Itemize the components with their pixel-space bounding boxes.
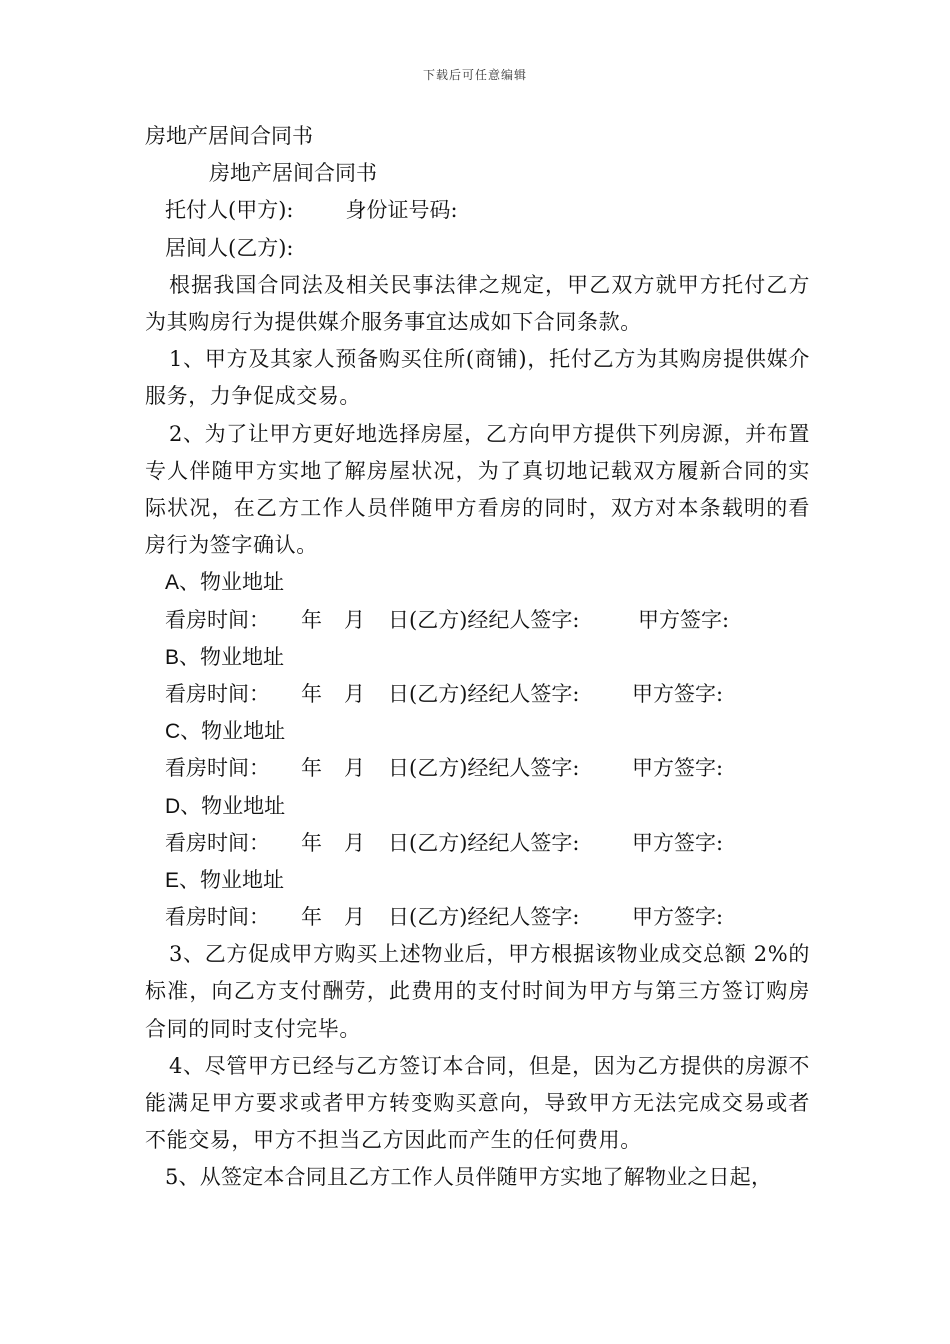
party-a-signature-label: 甲方签字:: [632, 681, 724, 706]
month-label: 月: [344, 681, 365, 706]
agent-signature-label: 日(乙方)经纪人签字:: [388, 756, 580, 781]
id-number-label: 身份证号码:: [345, 198, 458, 223]
party-a-line: [145, 192, 810, 229]
viewing-row-e: [145, 899, 810, 936]
year-label: 年: [301, 830, 322, 855]
preamble-paragraph: 根据我国合同法及相关民事法律之规定，甲乙双方就甲方托付乙方为其购房行为提供媒介服务事宜达成如下合同条款。: [145, 272, 810, 334]
clause-1: 1、甲方及其家人预备购买住所(商铺)，托付乙方为其购房提供媒介服务，力争促成交易。: [145, 347, 810, 409]
contract-document: [145, 118, 810, 1197]
year-label: 年: [301, 756, 322, 781]
viewing-time-label: 看房时间：: [165, 830, 270, 855]
month-label: 月: [344, 607, 365, 632]
viewing-row-d: [145, 825, 810, 862]
viewing-time-label: 看房时间：: [165, 607, 270, 632]
clause-5: 5、从签定本合同且乙方工作人员伴随甲方实地了解物业之日起，: [165, 1165, 773, 1190]
agent-signature-label: 日(乙方)经纪人签字:: [388, 905, 580, 930]
party-a-signature-label: 甲方签字:: [632, 905, 724, 930]
header-note: 下载后可任意编辑: [422, 68, 527, 82]
viewing-address-c: C、物业地址: [165, 720, 286, 744]
year-label: 年: [301, 681, 322, 706]
month-label: 月: [344, 830, 365, 855]
viewing-address-e: E、物业地址: [165, 868, 285, 892]
month-label: 月: [344, 756, 365, 781]
viewing-address-a: A、物业地址: [165, 571, 285, 595]
clause-3: 3、乙方促成甲方购买上述物业后，甲方根据该物业成交总额 2%的标准，向乙方支付酬劳，此费用的支付时间为甲方与第三方签订购房合同的同时支付完毕。: [145, 942, 810, 1041]
month-label: 月: [344, 905, 365, 930]
viewing-row-b: [145, 676, 810, 713]
viewing-address-b: B、物业地址: [165, 645, 285, 669]
year-label: 年: [301, 905, 322, 930]
agent-signature-label: 日(乙方)经纪人签字:: [388, 830, 580, 855]
document-title: 房地产居间合同书: [145, 124, 313, 148]
clause-4: 4、尽管甲方已经与乙方签订本合同，但是，因为乙方提供的房源不能满足甲方要求或者甲方转变购买意向，导致甲方无法完成交易或者不能交易，甲方不担当乙方因此而产生的任何费用。: [145, 1053, 810, 1153]
party-b-line: [145, 230, 810, 267]
viewing-address-d: D、物业地址: [165, 794, 286, 818]
year-label: 年: [301, 607, 322, 632]
viewing-time-label: 看房时间：: [165, 905, 270, 930]
viewing-row-a: [145, 602, 810, 639]
agent-signature-label: 日(乙方)经纪人签字:: [388, 681, 580, 706]
viewing-time-label: 看房时间：: [165, 681, 270, 706]
party-b-label: 居间人(乙方):: [165, 235, 294, 260]
party-a-signature-label: 甲方签字:: [632, 830, 724, 855]
agent-signature-label: 日(乙方)经纪人签字:: [388, 607, 580, 632]
contract-heading: 房地产居间合同书: [209, 161, 377, 186]
party-a-label: 托付人(甲方):: [165, 198, 294, 223]
viewing-row-c: [145, 750, 810, 787]
clause-2: 2、为了让甲方更好地选择房屋，乙方向甲方提供下列房源，并布置专人伴随甲方实地了解房屋状况，为了真切地记载双方履新合同的实际状况，在乙方工作人员伴随甲方看房的同时，双方对本条载明的看房行为签字确认。: [145, 421, 810, 558]
party-a-signature-label: 甲方签字:: [632, 756, 724, 781]
viewing-time-label: 看房时间：: [165, 756, 270, 781]
party-a-signature-label: 甲方签字:: [638, 607, 730, 632]
